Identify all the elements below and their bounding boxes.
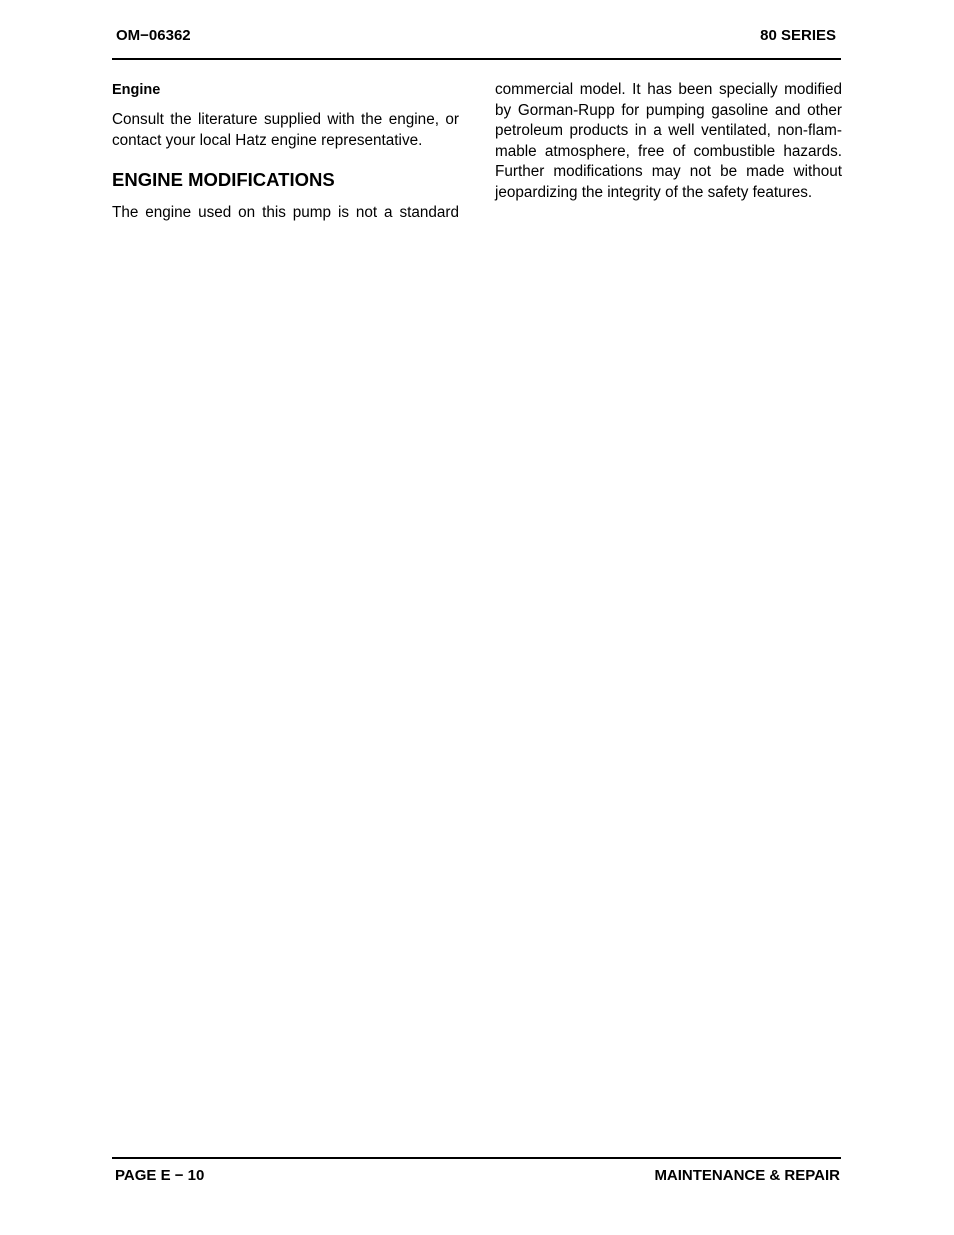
engine-subheading: Engine	[112, 82, 161, 98]
footer-rule	[112, 1157, 841, 1159]
header-rule	[112, 58, 841, 60]
section-title: ENGINE MODIFICATIONS	[112, 169, 335, 191]
left-column	[112, 80, 459, 224]
series-label: 80 SERIES	[760, 27, 836, 44]
section-name: MAINTENANCE & REPAIR	[654, 1167, 840, 1184]
engine-paragraph: Consult the literature supplied with the engine, or contact your local Hatz engine representative.	[112, 111, 459, 149]
document-number: OM−06362	[116, 27, 191, 44]
modifications-paragraph-start: The engine used on this pump is not a standard	[112, 204, 459, 222]
page-number: PAGE E − 10	[115, 1167, 205, 1184]
right-column	[495, 80, 842, 204]
modifications-paragraph-continued: commercial model. It has been specially modified by Gorman-Rupp for pumping gasoline and other petroleum products in a well ventilated, non-flam- mable atmosphere, free of combustible hazards. Further modifications may not be made without jeopardizing the integrity of the safety features.	[495, 81, 842, 201]
